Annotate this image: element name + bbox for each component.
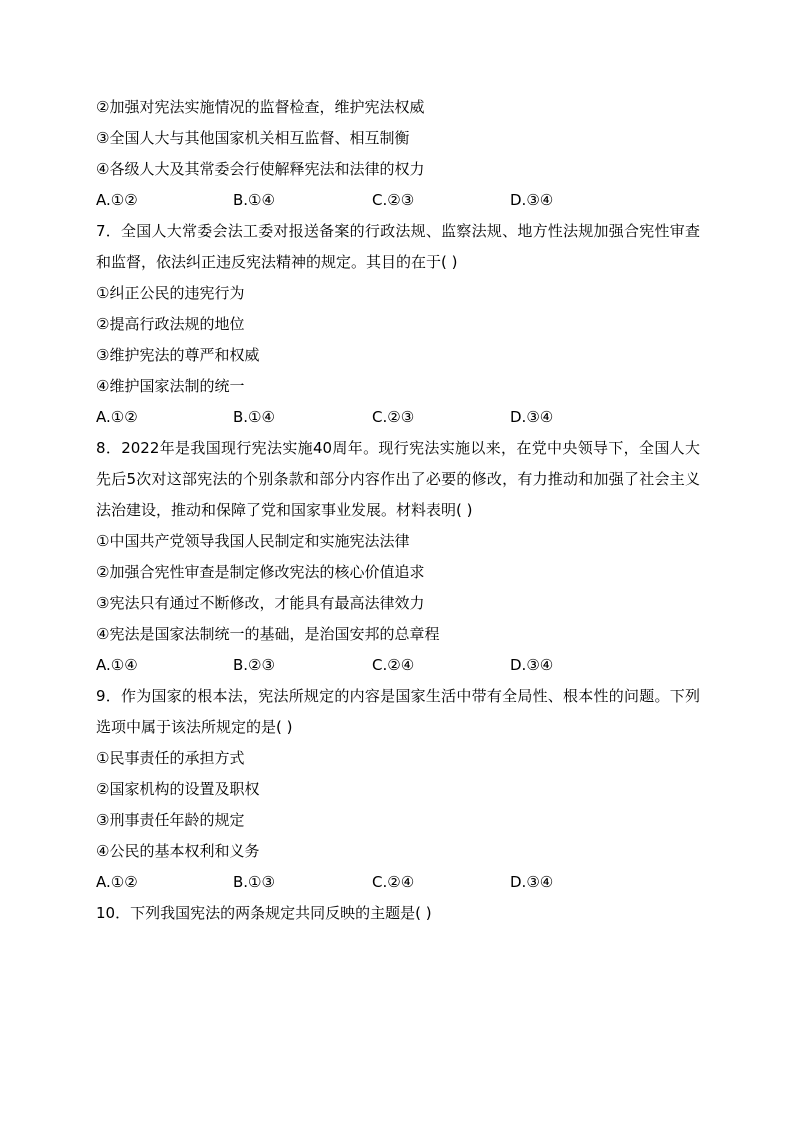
q7-item-4: ④维护国家法制的统一: [96, 377, 245, 395]
q8-item-1: ①中国共产党领导我国人民制定和实施宪法法律: [96, 532, 410, 550]
q9-option-c: C.②④: [372, 873, 415, 891]
q8-item-4: ④宪法是国家法制统一的基础，是治国安邦的总章程: [96, 625, 440, 643]
q8-option-a: A.①④: [96, 656, 138, 674]
q7-item-2: ②提高行政法规的地位: [96, 315, 245, 333]
q8-item-3: ③宪法只有通过不断修改，才能具有最高法律效力: [96, 594, 425, 612]
q7-option-b: B.①④: [233, 408, 275, 426]
q8-option-d: D.③④: [510, 656, 554, 674]
q8-option-b: B.②③: [233, 656, 275, 674]
question-9: [96, 681, 700, 898]
q6-option-c: C.②③: [372, 191, 415, 209]
q9-options: [96, 867, 700, 898]
q6-item-2: ②加强对宪法实施情况的监督检查，维护宪法权威: [96, 98, 425, 116]
q6-item-4: ④各级人大及其常委会行使解释宪法和法律的权力: [96, 160, 425, 178]
q8-item-2: ②加强合宪性审查是制定修改宪法的核心价值追求: [96, 563, 425, 581]
q9-item-1: ①民事责任的承担方式: [96, 749, 245, 767]
q9-option-b: B.①③: [233, 873, 275, 891]
q10-stem: 10．下列我国宪法的两条规定共同反映的主题是( ): [96, 904, 432, 922]
q7-option-a: A.①②: [96, 408, 138, 426]
question-8: [96, 433, 700, 681]
q7-option-c: C.②③: [372, 408, 415, 426]
q7-stem: 7．全国人大常委会法工委对报送备案的行政法规、监察法规、地方性法规加强合宪性审查和监督，依法纠正违反宪法精神的规定。其目的在于( ): [96, 222, 700, 271]
q7-item-1: ①纠正公民的违宪行为: [96, 284, 245, 302]
q9-option-a: A.①②: [96, 873, 138, 891]
q9-item-2: ②国家机构的设置及职权: [96, 780, 260, 798]
q7-item-3: ③维护宪法的尊严和权威: [96, 346, 260, 364]
q6-item-3: ③全国人大与其他国家机关相互监督、相互制衡: [96, 129, 410, 147]
q6-option-a: A.①②: [96, 191, 138, 209]
q7-option-d: D.③④: [510, 408, 554, 426]
q9-item-3: ③刑事责任年龄的规定: [96, 811, 245, 829]
q8-options: [96, 650, 700, 681]
q7-options: [96, 402, 700, 433]
q9-item-4: ④公民的基本权利和义务: [96, 842, 260, 860]
q8-option-c: C.②④: [372, 656, 415, 674]
question-10: [96, 898, 700, 929]
q6-option-b: B.①④: [233, 191, 275, 209]
question-7: [96, 216, 700, 433]
q6-option-d: D.③④: [510, 191, 554, 209]
question-6-tail: [96, 92, 700, 216]
q8-stem: 8．2022年是我国现行宪法实施40周年。现行宪法实施以来，在党中央领导下，全国人大先后5次对这部宪法的个别条款和部分内容作出了必要的修改，有力推动和加强了社会主义法治建设，推动和保障了党和国家事业发展。材料表明( ): [96, 439, 700, 519]
q9-option-d: D.③④: [510, 873, 554, 891]
q6-options: [96, 185, 700, 216]
page-content: [96, 92, 700, 929]
q9-stem: 9．作为国家的根本法，宪法所规定的内容是国家生活中带有全局性、根本性的问题。下列选项中属于该法所规定的是( ): [96, 687, 700, 736]
